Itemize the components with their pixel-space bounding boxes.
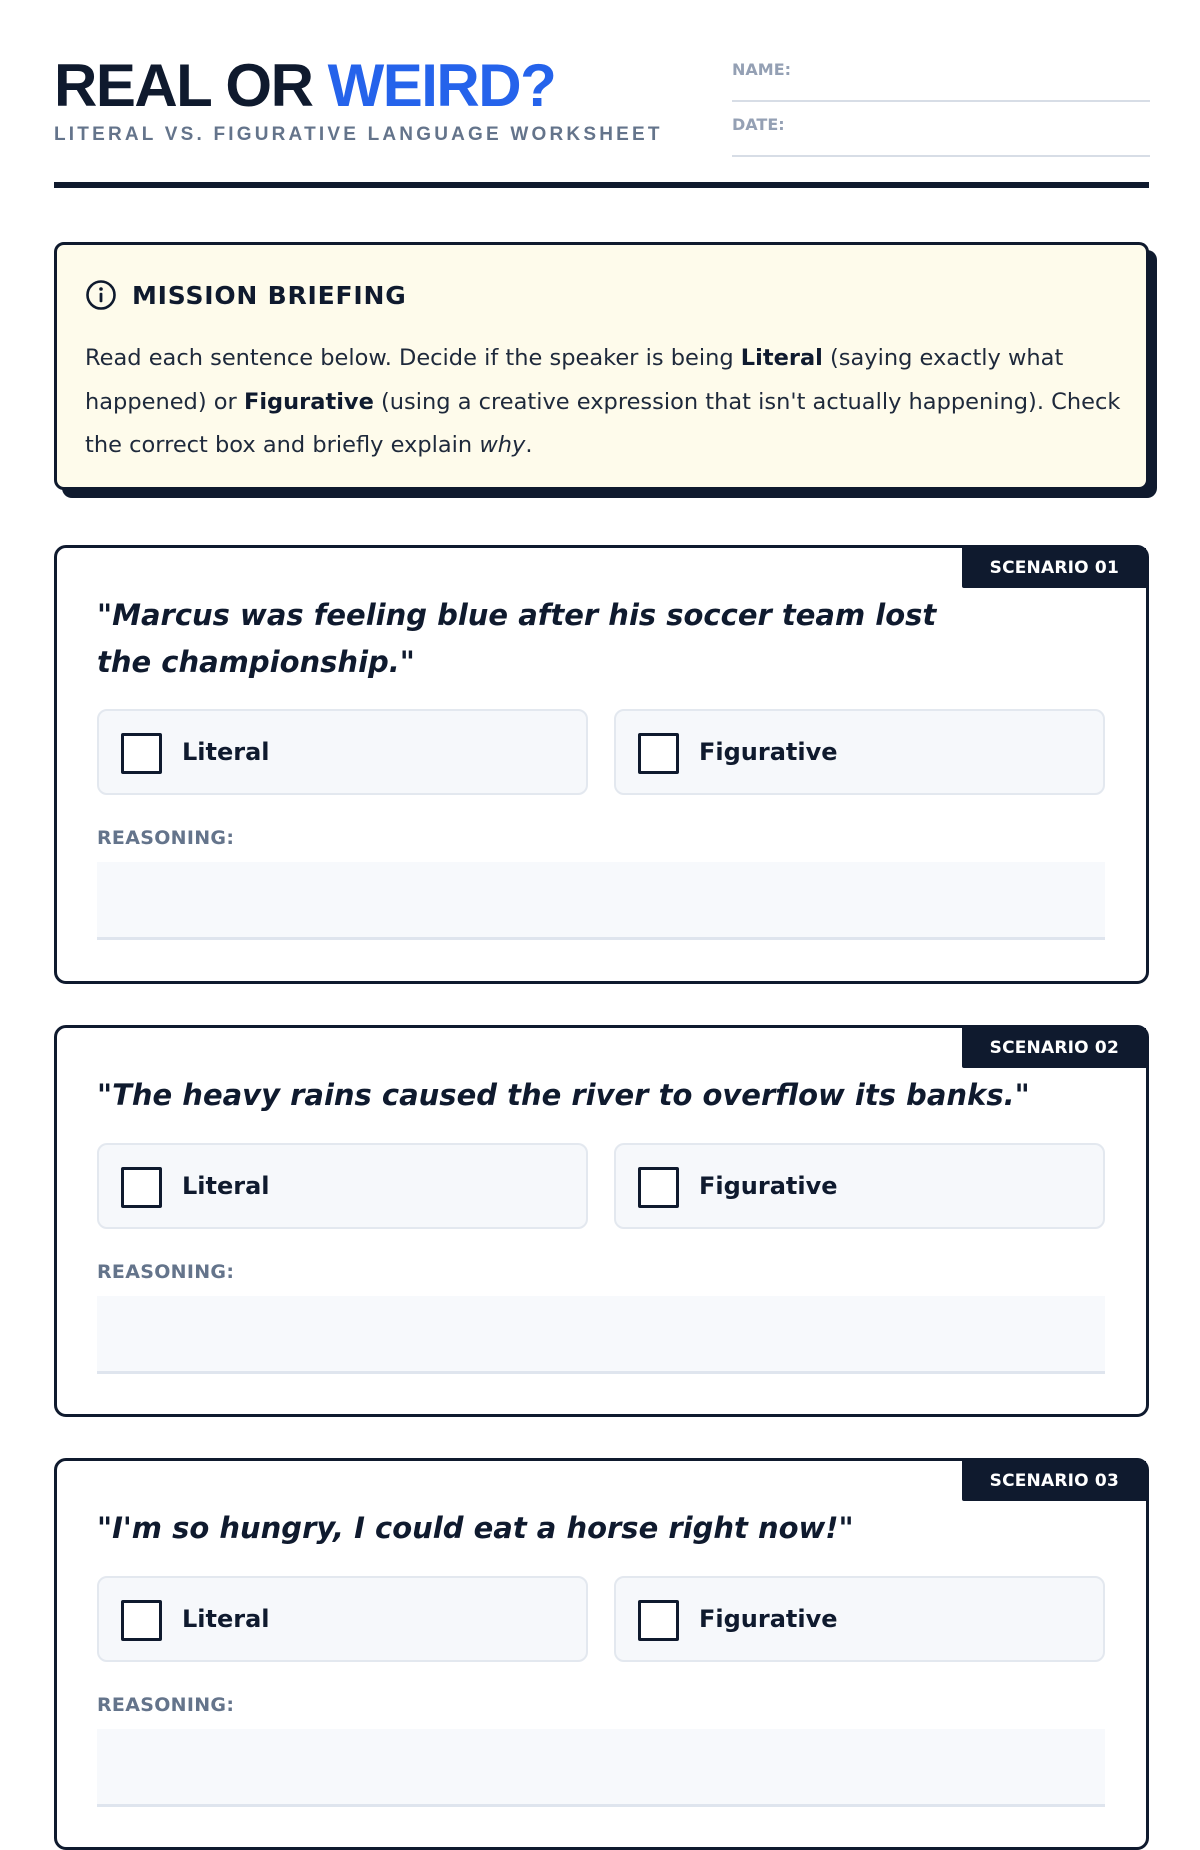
figurative-checkbox[interactable] xyxy=(638,1600,679,1641)
title-accent: WEIRD? xyxy=(327,52,556,119)
scenario-quote: "Marcus was feeling blue after his soccer team lost the championship." xyxy=(97,598,937,679)
info-circle-icon xyxy=(85,279,117,311)
answer-options xyxy=(97,1143,1105,1229)
figurative-option[interactable] xyxy=(614,1143,1105,1229)
scenario-quote: "The heavy rains caused the river to overflow its banks." xyxy=(97,1078,1030,1112)
literal-option[interactable] xyxy=(97,709,588,795)
answer-options xyxy=(97,1576,1105,1662)
reasoning-label: REASONING: xyxy=(97,1261,235,1283)
literal-option-label: Literal xyxy=(182,1605,270,1633)
title-main: REAL OR xyxy=(54,52,313,119)
literal-term: Literal xyxy=(740,345,823,371)
date-input[interactable] xyxy=(802,111,1150,155)
worksheet-header xyxy=(54,52,1149,188)
briefing-text-2: (saying exactly what happened) or xyxy=(85,345,1064,415)
scenario-tag: SCENARIO 01 xyxy=(962,548,1146,588)
worksheet-title xyxy=(54,52,555,120)
briefing-text-3: (using a creative expression that isn't actually happening). Check the correct box and briefly explain xyxy=(85,388,1121,458)
scenario-card xyxy=(54,1458,1149,1850)
reasoning-label: REASONING: xyxy=(97,827,235,849)
mission-briefing xyxy=(54,242,1149,490)
figurative-option-label: Figurative xyxy=(699,1605,838,1633)
figurative-option[interactable] xyxy=(614,1576,1105,1662)
date-label: DATE: xyxy=(732,115,785,134)
reasoning-input[interactable] xyxy=(97,862,1105,940)
briefing-instructions xyxy=(85,337,1125,468)
figurative-checkbox[interactable] xyxy=(638,1167,679,1208)
literal-option[interactable] xyxy=(97,1576,588,1662)
briefing-text-1: Read each sentence below. Decide if the speaker is being xyxy=(85,345,741,371)
figurative-option-label: Figurative xyxy=(699,1172,838,1200)
literal-option-label: Literal xyxy=(182,738,270,766)
briefing-text-4: . xyxy=(525,432,533,458)
literal-checkbox[interactable] xyxy=(121,1167,162,1208)
name-input[interactable] xyxy=(802,56,1150,100)
briefing-title: MISSION BRIEFING xyxy=(132,280,407,310)
figurative-option-label: Figurative xyxy=(699,738,838,766)
worksheet-subtitle: LITERAL VS. FIGURATIVE LANGUAGE WORKSHEET xyxy=(54,124,663,145)
figurative-option[interactable] xyxy=(614,709,1105,795)
briefing-heading xyxy=(85,279,407,311)
literal-checkbox[interactable] xyxy=(121,733,162,774)
reasoning-input[interactable] xyxy=(97,1729,1105,1807)
answer-options xyxy=(97,709,1105,795)
reasoning-label: REASONING: xyxy=(97,1694,235,1716)
scenario-quote: "I'm so hungry, I could eat a horse right now!" xyxy=(97,1511,854,1545)
name-field xyxy=(732,56,1150,102)
date-field xyxy=(732,111,1150,157)
scenario-tag: SCENARIO 02 xyxy=(962,1028,1146,1068)
scenario-card xyxy=(54,545,1149,984)
scenario-card xyxy=(54,1025,1149,1417)
literal-option[interactable] xyxy=(97,1143,588,1229)
scenario-tag: SCENARIO 03 xyxy=(962,1461,1146,1501)
literal-checkbox[interactable] xyxy=(121,1600,162,1641)
reasoning-input[interactable] xyxy=(97,1296,1105,1374)
why-term: why xyxy=(479,432,526,458)
literal-option-label: Literal xyxy=(182,1172,270,1200)
name-label: NAME: xyxy=(732,60,792,79)
figurative-checkbox[interactable] xyxy=(638,733,679,774)
figurative-term: Figurative xyxy=(243,388,374,415)
